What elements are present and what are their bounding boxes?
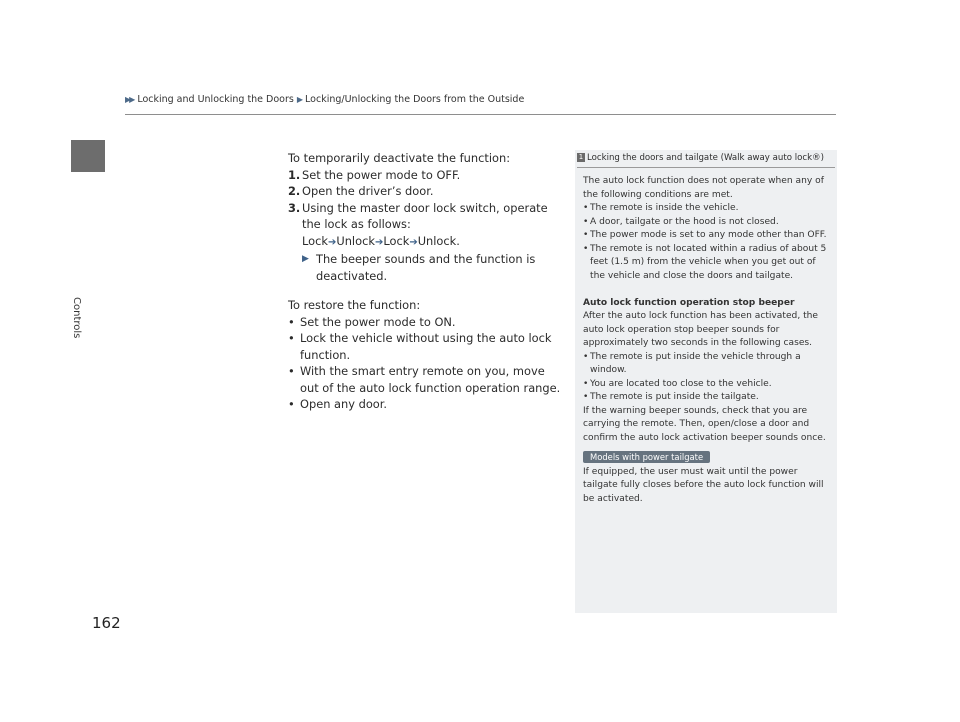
restore-item (288, 396, 562, 413)
step-text: Set the power mode to OFF. (302, 167, 461, 182)
breadcrumb-arrow-icon: ▶ (296, 95, 302, 104)
model-badge-row (583, 451, 833, 466)
sequence-item: Lock (302, 233, 328, 248)
step-1 (288, 167, 562, 184)
main-content (288, 150, 562, 413)
intro-text: To temporarily deactivate the function: (288, 151, 511, 165)
bullet-icon: • (288, 331, 295, 345)
bullet-icon: • (288, 397, 295, 411)
bullet-icon: • (583, 392, 589, 402)
sidebar-list-item (583, 351, 833, 378)
breadcrumb-item-1[interactable]: Locking and Unlocking the Doors (137, 94, 294, 105)
reference-tag: 1 (578, 153, 584, 161)
sidebar-list-item (583, 229, 833, 243)
arrow-right-icon: ➔ (409, 236, 418, 248)
result-note (288, 251, 562, 284)
sidebar-list-text: The remote is put inside the vehicle through a window. (590, 351, 801, 375)
result-arrow-icon: ▶ (302, 254, 307, 264)
step-3 (288, 200, 562, 233)
restore-item-text: Set the power mode to ON. (300, 314, 456, 329)
section-label: Controls (71, 297, 82, 339)
restore-item-text: Lock the vehicle without using the auto lock function. (300, 331, 552, 362)
step-number: 1. (288, 167, 301, 182)
sequence-item: Unlock. (417, 233, 460, 248)
sidebar-paragraph: The auto lock function does not operate when any of the following conditions are met. (583, 176, 824, 200)
sidebar-list-item (583, 378, 833, 392)
section-tab (71, 140, 105, 172)
step-number: 2. (288, 184, 301, 198)
model-badge: Models with power tailgate (583, 451, 710, 463)
sidebar-divider (577, 167, 835, 168)
sidebar-list-item (583, 216, 833, 230)
sidebar-list-text: A door, tailgate or the hood is not closed. (590, 216, 779, 227)
bullet-icon: • (583, 243, 589, 254)
breadcrumb-item-2[interactable]: Locking/Unlocking the Doors from the Outside (305, 94, 525, 105)
restore-title: To restore the function: (288, 298, 421, 312)
restore-item-text: Open any door. (300, 397, 388, 411)
sidebar-list-text: The power mode is set to any mode other than OFF. (590, 230, 827, 240)
sidebar-list-text: The remote is not located within a radius of about 5 feet (1.5 m) from the vehicle when you get out of the vehicle and close the doors and tailgate. (590, 243, 827, 281)
sidebar-list-text: The remote is put inside the tailgate. (590, 392, 759, 402)
bullet-icon: • (583, 378, 589, 389)
sidebar-list-item (583, 202, 833, 216)
restore-item (288, 314, 562, 331)
restore-item-text: With the smart entry remote on you, move out of the auto lock function operation range. (300, 364, 561, 395)
beeper-title: Auto lock function operation stop beeper (583, 297, 795, 308)
header-divider (125, 114, 836, 115)
step-2 (288, 183, 562, 200)
arrow-right-icon: ➔ (374, 236, 384, 248)
result-text: The beeper sounds and the function is deactivated. (316, 252, 536, 283)
breadcrumb-arrow-icon: ▶▶ (125, 95, 134, 104)
bullet-icon: • (288, 314, 295, 329)
lock-sequence (288, 233, 562, 252)
sequence-item: Lock (383, 233, 410, 248)
sidebar-paragraph: If the warning beeper sounds, check that you are carrying the remote. Then, open/close a door and confirm the auto lock activation beeper sounds once. (583, 405, 826, 443)
breadcrumb (125, 94, 524, 105)
sidebar-list-item (583, 391, 833, 405)
bullet-icon: • (583, 216, 589, 227)
sidebar-list-text: You are located too close to the vehicle. (590, 378, 772, 389)
sidebar-paragraph: After the auto lock function has been activated, the auto lock operation stop beeper sounds for approximately two seconds in the following cases. (583, 311, 819, 348)
restore-item (288, 363, 562, 396)
sidebar-list-text: The remote is inside the vehicle. (590, 203, 739, 213)
step-text: Open the driver’s door. (302, 184, 434, 198)
sidebar-title: Locking the doors and tailgate (Walk away auto lock®) (587, 153, 824, 163)
sidebar-list-item (583, 243, 833, 284)
bullet-icon: • (583, 230, 589, 240)
arrow-right-icon: ➔ (327, 236, 337, 248)
restore-item (288, 330, 562, 363)
sidebar-body (583, 175, 833, 506)
sidebar-heading (577, 153, 824, 163)
bullet-icon: • (583, 203, 589, 213)
step-number: 3. (288, 200, 301, 215)
bullet-icon: • (288, 364, 295, 378)
step-text: Using the master door lock switch, operate the lock as follows: (302, 200, 548, 231)
sidebar-paragraph: If equipped, the user must wait until the power tailgate fully closes before the auto lock function will be activated. (583, 466, 824, 504)
bullet-icon: • (583, 351, 589, 362)
page-number: 162 (92, 614, 121, 632)
sequence-item: Unlock (336, 233, 375, 248)
